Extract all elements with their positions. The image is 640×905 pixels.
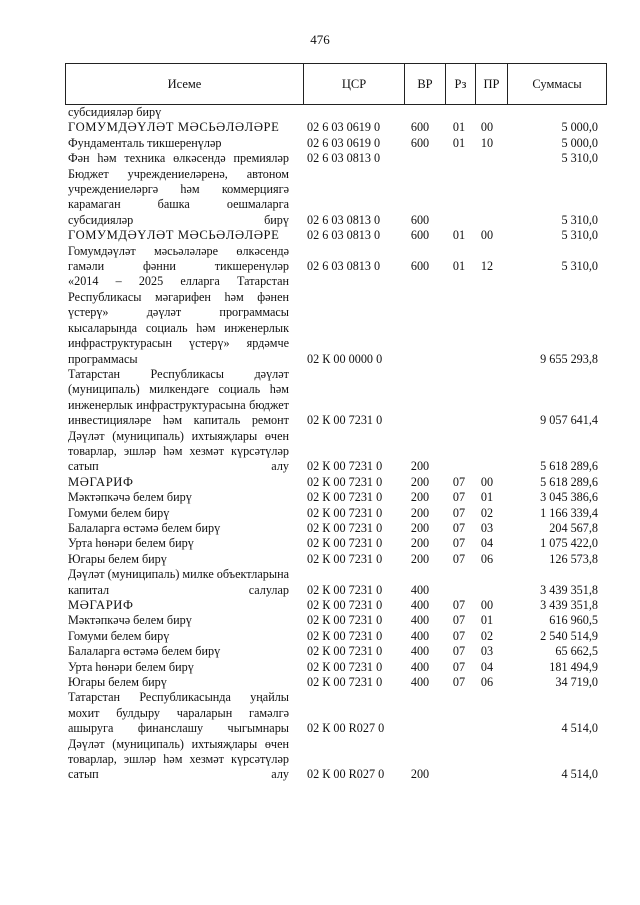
table-row — [0, 521, 640, 536]
row-sum: 5 310,0 — [561, 259, 598, 274]
table-row — [0, 228, 640, 243]
row-rz: 07 — [452, 675, 466, 690]
row-csr: 02 К 00 7231 0 — [307, 551, 383, 566]
row-rz: 07 — [452, 536, 466, 551]
row-pr: 03 — [480, 644, 494, 659]
row-csr: 02 К 00 7231 0 — [307, 582, 383, 597]
row-sum: 616 960,5 — [549, 613, 598, 628]
row-csr: 02 К 00 7231 0 — [307, 474, 383, 489]
table-row — [0, 690, 640, 736]
row-csr: 02 К 00 7231 0 — [307, 520, 383, 535]
table-row — [0, 675, 640, 690]
row-pr: 10 — [480, 135, 494, 150]
row-sum: 181 494,9 — [549, 659, 598, 674]
table-row — [0, 629, 640, 644]
table-row — [0, 429, 640, 475]
row-pr: 03 — [480, 520, 494, 535]
row-name: МӘГАРИФ — [68, 598, 134, 612]
row-rz: 01 — [452, 228, 466, 243]
row-name: Гомуми белем бирү — [68, 628, 170, 643]
row-csr: 02 К 00 7231 0 — [307, 459, 383, 474]
table-row — [0, 274, 640, 366]
row-vr: 200 — [410, 767, 430, 782]
column-header-sum: Суммасы — [507, 64, 606, 104]
column-header-pr: ПР — [475, 64, 507, 104]
row-rz: 07 — [452, 505, 466, 520]
table-row — [0, 598, 640, 613]
row-sum: 204 567,8 — [549, 520, 598, 535]
column-header-vr: ВР — [404, 64, 445, 104]
row-vr: 600 — [410, 259, 430, 274]
row-vr: 400 — [410, 598, 430, 612]
row-sum: 5 000,0 — [561, 120, 598, 135]
row-sum: 5 618 289,6 — [540, 474, 598, 489]
row-vr: 200 — [410, 505, 430, 520]
row-pr: 01 — [480, 613, 494, 628]
row-name: Фундаменталь тикшеренүләр — [68, 135, 222, 150]
row-name: ГОМУМДӘҮЛӘТ МӘСЬӘЛӘЛӘРЕ — [68, 228, 280, 243]
table-row — [0, 167, 640, 229]
row-csr: 02 К 00 R027 0 — [307, 767, 385, 782]
row-pr: 04 — [480, 659, 494, 674]
row-name: Бюджет учреждениеләренә, автоном учреждениеләргә һәм коммерциягә карамаган башка оешмаларга субсидияләр бирү — [68, 166, 289, 227]
row-sum: 5 000,0 — [561, 135, 598, 150]
table-row — [0, 136, 640, 151]
row-pr: 12 — [480, 259, 494, 274]
row-sum: 5 618 289,6 — [540, 459, 598, 474]
table-row — [0, 367, 640, 429]
row-csr: 02 6 03 0813 0 — [307, 212, 381, 227]
row-sum: 65 662,5 — [555, 644, 598, 659]
row-pr: 00 — [480, 598, 494, 612]
row-csr: 02 К 00 0000 0 — [307, 351, 383, 366]
row-name: Урта һөнәри белем бирү — [68, 659, 194, 674]
table-row — [0, 244, 640, 275]
row-rz: 07 — [452, 490, 466, 505]
row-rz: 07 — [452, 613, 466, 628]
table-row — [0, 552, 640, 567]
column-header-name: Исеме — [167, 77, 202, 91]
row-name: субсидияләр бирү — [68, 105, 162, 119]
row-rz: 07 — [452, 551, 466, 566]
row-vr: 400 — [410, 644, 430, 659]
row-sum: 9 655 293,8 — [540, 351, 598, 366]
row-name: Югары белем бирү — [68, 551, 167, 566]
row-sum: 5 310,0 — [561, 228, 598, 243]
row-csr: 02 К 00 7231 0 — [307, 644, 383, 659]
row-vr: 400 — [410, 659, 430, 674]
table-row — [0, 105, 640, 120]
row-vr: 600 — [410, 212, 430, 227]
page-number: 476 — [310, 32, 330, 47]
row-pr: 00 — [480, 120, 494, 135]
row-csr: 02 К 00 7231 0 — [307, 490, 383, 505]
row-rz: 07 — [452, 474, 466, 489]
row-name: Дәүләт (муниципаль) милке объектларына капитал салулар — [68, 567, 289, 597]
row-pr: 04 — [480, 536, 494, 551]
row-csr: 02 К 00 7231 0 — [307, 598, 383, 612]
row-csr: 02 6 03 0813 0 — [307, 228, 381, 243]
table-row — [0, 737, 640, 783]
row-pr: 02 — [480, 628, 494, 643]
row-pr: 00 — [480, 474, 494, 489]
row-vr: 200 — [410, 520, 430, 535]
row-vr: 600 — [410, 120, 430, 135]
row-name: Гомуми белем бирү — [68, 505, 170, 520]
row-csr: 02 К 00 R027 0 — [307, 721, 385, 736]
row-name: Татарстан Республикасында уңайлы мохит булдыру чараларын гамәлгә ашыруга финанслашу чыгымнары — [68, 690, 289, 736]
row-name: МӘГАРИФ — [68, 474, 134, 489]
row-rz: 01 — [452, 120, 466, 135]
row-sum: 3 439 351,8 — [540, 598, 598, 612]
row-name: Дәүләт (муниципаль) ихтыяҗлары өчен товарлар, эшләр һәм хезмәт күрсәтүләр сатып алу — [68, 428, 289, 474]
column-header-rz: Рз — [445, 64, 475, 104]
row-csr: 02 К 00 7231 0 — [307, 536, 383, 551]
row-vr: 600 — [410, 135, 430, 150]
table-row — [0, 567, 640, 598]
row-vr: 600 — [410, 228, 430, 243]
row-sum: 1 075 422,0 — [540, 536, 598, 551]
row-pr: 02 — [480, 505, 494, 520]
table-row — [0, 475, 640, 490]
row-sum: 34 719,0 — [555, 675, 598, 690]
row-csr: 02 6 03 0619 0 — [307, 135, 381, 150]
table-row — [0, 660, 640, 675]
row-sum: 2 540 514,9 — [540, 628, 598, 643]
table-row — [0, 506, 640, 521]
row-sum: 1 166 339,4 — [540, 505, 598, 520]
row-sum: 4 514,0 — [561, 721, 598, 736]
row-sum: 126 573,8 — [549, 551, 598, 566]
row-vr: 400 — [410, 582, 430, 597]
row-csr: 02 6 03 0813 0 — [307, 151, 381, 166]
table-row — [0, 536, 640, 551]
row-rz: 07 — [452, 659, 466, 674]
table-body — [0, 105, 640, 783]
row-sum: 5 310,0 — [561, 151, 598, 166]
row-vr: 200 — [410, 551, 430, 566]
row-sum: 3 439 351,8 — [540, 582, 598, 597]
row-sum: 5 310,0 — [561, 212, 598, 227]
table-row — [0, 120, 640, 135]
row-pr: 06 — [480, 551, 494, 566]
row-name: Мәктәпкәчә белем бирү — [68, 613, 192, 628]
column-header-csr: ЦСР — [303, 64, 404, 104]
table-row — [0, 490, 640, 505]
row-csr: 02 К 00 7231 0 — [307, 659, 383, 674]
row-sum: 4 514,0 — [561, 767, 598, 782]
table-header — [65, 63, 607, 105]
row-pr: 01 — [480, 490, 494, 505]
row-name: Фән һәм техника өлкәсендә премияләр — [68, 151, 289, 166]
row-name: Дәүләт (муниципаль) ихтыяҗлары өчен товарлар, эшләр һәм хезмәт күрсәтүләр сатып алу — [68, 736, 289, 782]
row-csr: 02 6 03 0619 0 — [307, 120, 381, 135]
row-rz: 01 — [452, 259, 466, 274]
row-name: Балаларга өстәмә белем бирү — [68, 520, 221, 535]
row-name: Югары белем бирү — [68, 675, 167, 690]
row-csr: 02 К 00 7231 0 — [307, 675, 383, 690]
row-vr: 200 — [410, 536, 430, 551]
row-name: Гомумдәүләт мәсьәләләре өлкәсендә гамәли фәнни тикшеренүләр — [68, 243, 289, 274]
table-row — [0, 613, 640, 628]
row-rz: 07 — [452, 628, 466, 643]
row-pr: 00 — [480, 228, 494, 243]
row-rz: 07 — [452, 598, 466, 612]
row-name: Татарстан Республикасы дәүләт (муниципаль) милкендәге социаль һәм инженерлык инфраструктурасына бюджет инвестицияләре һәм капиталь ремонт — [68, 366, 289, 428]
row-vr: 400 — [410, 628, 430, 643]
row-vr: 200 — [410, 490, 430, 505]
row-rz: 01 — [452, 135, 466, 150]
table-row — [0, 644, 640, 659]
row-vr: 200 — [410, 474, 430, 489]
row-vr: 200 — [410, 459, 430, 474]
row-name: Урта һөнәри белем бирү — [68, 536, 194, 551]
row-pr: 06 — [480, 675, 494, 690]
row-csr: 02 К 00 7231 0 — [307, 613, 383, 628]
row-csr: 02 К 00 7231 0 — [307, 628, 383, 643]
row-csr: 02 К 00 7231 0 — [307, 413, 383, 428]
row-vr: 400 — [410, 613, 430, 628]
row-rz: 07 — [452, 644, 466, 659]
row-vr: 400 — [410, 675, 430, 690]
row-name: ГОМУМДӘҮЛӘТ МӘСЬӘЛӘЛӘРЕ — [68, 120, 280, 135]
row-name: Мәктәпкәчә белем бирү — [68, 490, 192, 505]
row-rz: 07 — [452, 520, 466, 535]
row-sum: 3 045 386,6 — [540, 490, 598, 505]
row-name: «2014 – 2025 елларга Татарстан Республикасы мәгарифен һәм фәнен үстерү» дәүләт программасы кысаларында социаль һәм инженерлык инфраструктурасын үстерү» ярдәмче программасы — [68, 274, 289, 366]
row-csr: 02 К 00 7231 0 — [307, 505, 383, 520]
table-row — [0, 151, 640, 166]
row-csr: 02 6 03 0813 0 — [307, 259, 381, 274]
row-sum: 9 057 641,4 — [540, 413, 598, 428]
row-name: Балаларга өстәмә белем бирү — [68, 644, 221, 659]
